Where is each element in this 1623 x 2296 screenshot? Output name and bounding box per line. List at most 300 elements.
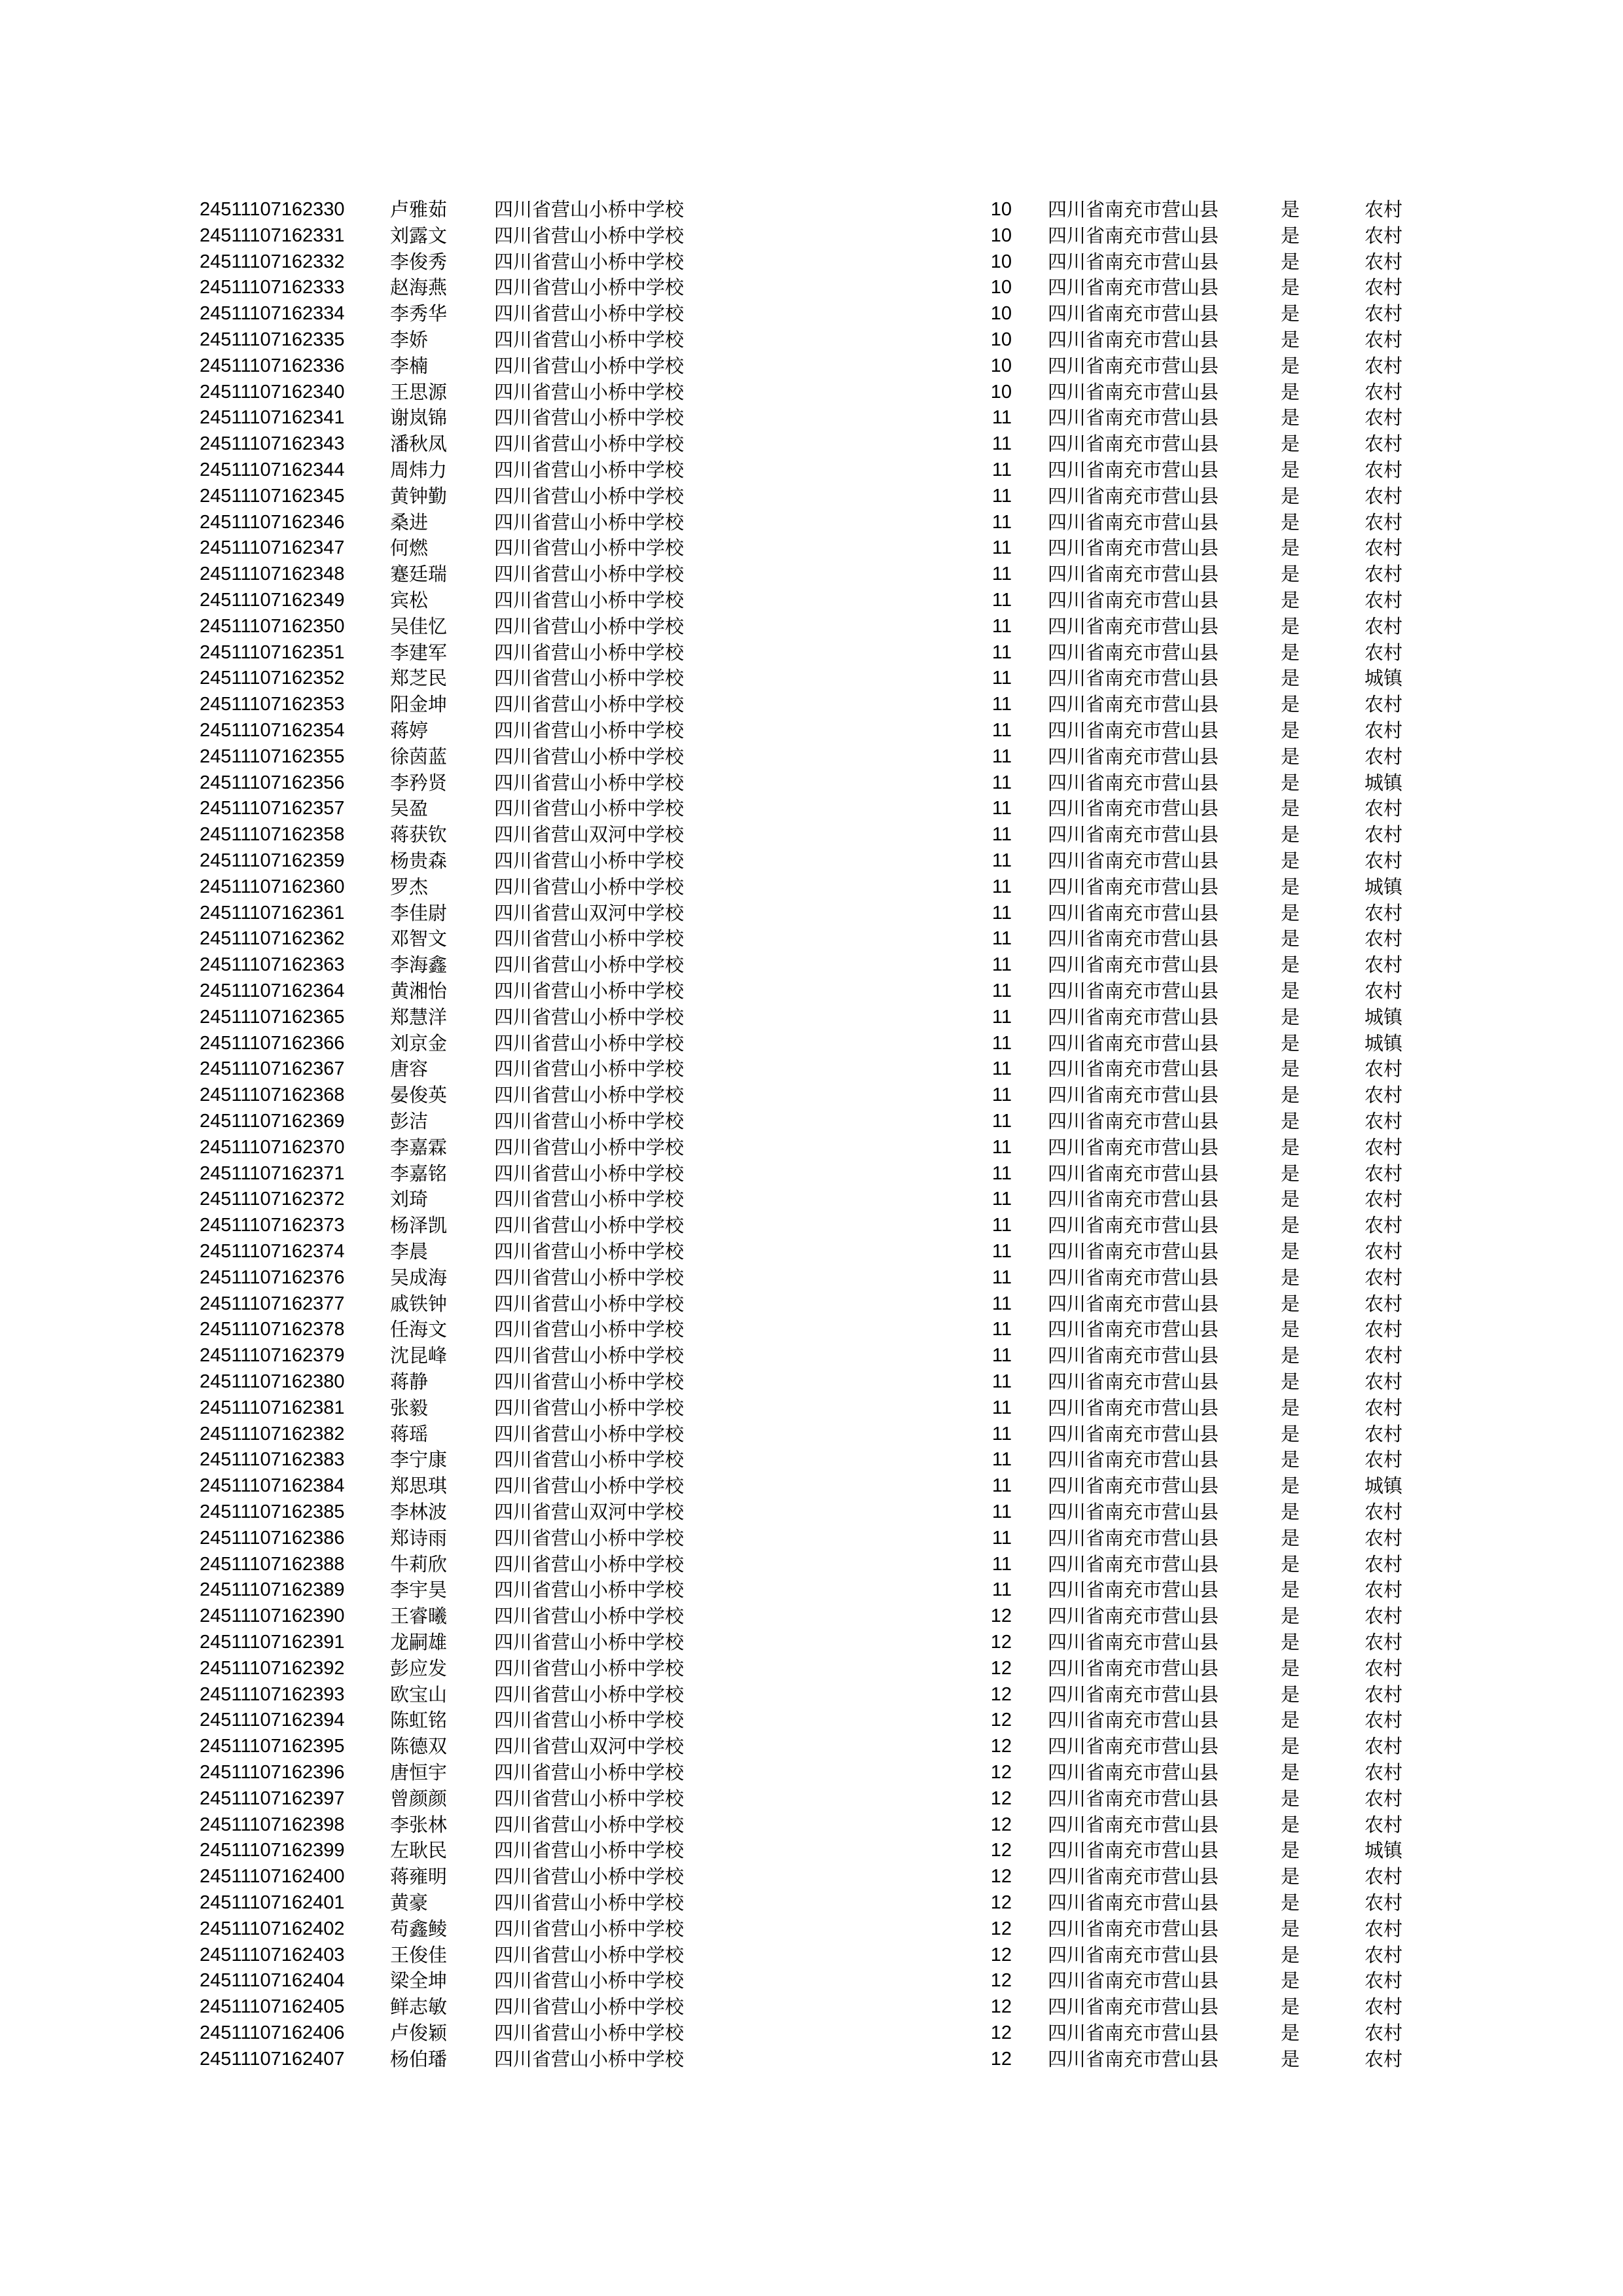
school-cell: 四川省营山小桥中学校 [494,771,685,794]
region-cell: 四川省南充市营山县 [1048,224,1219,247]
student-name-cell: 阳金坤 [390,693,448,716]
student-name-cell: 沈昆峰 [390,1344,448,1367]
student-name-cell: 梁全坤 [390,1969,448,1992]
student-name-cell: 郑思琪 [390,1475,448,1498]
table-row [0,1785,1623,1812]
student-id-cell: 24511107162358 [200,824,345,846]
residence-type-cell: 农村 [1364,2022,1403,2044]
table-row [0,1395,1623,1421]
flag-cell: 是 [1281,927,1300,950]
region-cell: 四川省南充市营山县 [1048,1917,1219,1940]
region-cell: 四川省南充市营山县 [1048,1579,1219,1602]
student-id-cell: 24511107162346 [200,511,345,533]
student-name-cell: 邓智文 [390,927,448,950]
flag-cell: 是 [1281,1657,1300,1679]
school-cell: 四川省营山小桥中学校 [494,354,685,377]
table-row [0,2046,1623,2072]
residence-type-cell: 农村 [1364,1526,1403,1549]
student-name-cell: 唐容 [390,1058,429,1081]
student-id-cell: 24511107162393 [200,1683,345,1705]
flag-cell: 是 [1281,1839,1300,1862]
student-id-cell: 24511107162384 [200,1475,345,1497]
flag-cell: 是 [1281,589,1300,611]
flag-cell: 是 [1281,1136,1300,1158]
school-cell: 四川省营山小桥中学校 [494,927,685,950]
student-id-cell: 24511107162402 [200,1918,345,1939]
student-name-cell: 周炜力 [390,459,448,481]
flag-cell: 是 [1281,875,1300,898]
table-row [0,561,1623,587]
school-cell: 四川省营山小桥中学校 [494,1448,685,1471]
school-cell: 四川省营山小桥中学校 [494,1917,685,1940]
flag-cell: 是 [1281,771,1300,794]
residence-type-cell: 农村 [1364,537,1403,560]
table-row [0,1499,1623,1525]
school-cell: 四川省营山小桥中学校 [494,1657,685,1679]
flag-cell: 是 [1281,1552,1300,1575]
student-id-cell: 24511107162370 [200,1136,345,1158]
student-id-cell: 24511107162395 [200,1736,345,1757]
student-name-cell: 王俊佳 [390,1943,448,1966]
grade-cell: 11 [991,1319,1012,1340]
region-cell: 四川省南充市营山县 [1048,1552,1219,1575]
grade-cell: 10 [990,355,1012,376]
student-name-cell: 陈德双 [390,1735,448,1758]
residence-type-cell: 农村 [1364,1917,1403,1940]
student-id-cell: 24511107162360 [200,876,345,897]
residence-type-cell: 农村 [1364,1579,1403,1602]
student-name-cell: 任海文 [390,1318,448,1341]
residence-type-cell: 农村 [1364,1448,1403,1471]
residence-type-cell: 农村 [1364,1605,1403,1628]
flag-cell: 是 [1281,1735,1300,1758]
flag-cell: 是 [1281,850,1300,872]
residence-type-cell: 农村 [1364,1735,1403,1758]
student-name-cell: 徐茵蓝 [390,745,448,768]
table-row [0,1291,1623,1317]
student-id-cell: 24511107162403 [200,1944,345,1965]
table-row [0,795,1623,821]
student-id-cell: 24511107162366 [200,1032,345,1054]
grade-cell: 11 [991,1579,1012,1601]
region-cell: 四川省南充市营山县 [1048,354,1219,377]
grade-cell: 11 [991,564,1012,585]
school-cell: 四川省营山小桥中学校 [494,1605,685,1628]
region-cell: 四川省南充市营山县 [1048,433,1219,456]
school-cell: 四川省营山小桥中学校 [494,1683,685,1706]
grade-cell: 10 [990,303,1012,325]
student-id-cell: 24511107162367 [200,1058,345,1080]
residence-type-cell: 农村 [1364,615,1403,637]
table-row [0,1421,1623,1447]
school-cell: 四川省营山小桥中学校 [494,380,685,403]
residence-type-cell: 农村 [1364,302,1403,325]
region-cell: 四川省南充市营山县 [1048,1031,1219,1054]
table-row [0,483,1623,509]
student-name-cell: 黄豪 [390,1892,429,1914]
region-cell: 四川省南充市营山县 [1048,823,1219,846]
student-id-cell: 24511107162407 [200,2048,345,2070]
region-cell: 四川省南充市营山县 [1048,875,1219,898]
residence-type-cell: 农村 [1364,1371,1403,1393]
student-id-cell: 24511107162335 [200,329,345,350]
table-row [0,2020,1623,2046]
student-id-cell: 24511107162377 [200,1293,345,1314]
school-cell: 四川省营山小桥中学校 [494,1813,685,1836]
student-name-cell: 蹇廷瑞 [390,563,448,586]
region-cell: 四川省南充市营山县 [1048,980,1219,1002]
flag-cell: 是 [1281,537,1300,560]
grade-cell: 12 [990,1840,1012,1861]
student-id-cell: 24511107162381 [200,1397,345,1418]
region-cell: 四川省南充市营山县 [1048,1188,1219,1211]
school-cell: 四川省营山小桥中学校 [494,1084,685,1107]
table-row [0,509,1623,535]
flag-cell: 是 [1281,1709,1300,1732]
school-cell: 四川省营山双河中学校 [494,823,685,846]
student-name-cell: 罗杰 [390,875,429,898]
residence-type-cell: 农村 [1364,224,1403,247]
school-cell: 四川省营山小桥中学校 [494,276,685,299]
school-cell: 四川省营山小桥中学校 [494,2022,685,2044]
student-id-cell: 24511107162372 [200,1189,345,1210]
flag-cell: 是 [1281,1058,1300,1081]
grade-cell: 12 [990,1683,1012,1705]
residence-type-cell: 农村 [1364,1865,1403,1888]
region-cell: 四川省南充市营山县 [1048,1318,1219,1341]
student-id-cell: 24511107162365 [200,1006,345,1028]
student-name-cell: 刘露文 [390,224,448,247]
student-id-cell: 24511107162368 [200,1085,345,1106]
student-name-cell: 蒋雍明 [390,1865,448,1888]
flag-cell: 是 [1281,901,1300,924]
region-cell: 四川省南充市营山县 [1048,1605,1219,1628]
grade-cell: 10 [990,277,1012,298]
student-id-cell: 24511107162390 [200,1605,345,1627]
table-row [0,1446,1623,1473]
student-name-cell: 牛莉欣 [390,1552,448,1575]
table-row [0,952,1623,978]
flag-cell: 是 [1281,1813,1300,1836]
grade-cell: 11 [991,1475,1012,1497]
region-cell: 四川省南充市营山县 [1048,380,1219,403]
region-cell: 四川省南充市营山县 [1048,1214,1219,1237]
region-cell: 四川省南充市营山县 [1048,563,1219,586]
region-cell: 四川省南充市营山县 [1048,1005,1219,1028]
student-name-cell: 郑慧洋 [390,1005,448,1028]
flag-cell: 是 [1281,1162,1300,1185]
residence-type-cell: 农村 [1364,1943,1403,1966]
student-id-cell: 24511107162379 [200,1345,345,1367]
residence-type-cell: 农村 [1364,406,1403,429]
school-cell: 四川省营山小桥中学校 [494,1058,685,1081]
school-cell: 四川省营山小桥中学校 [494,1371,685,1393]
region-cell: 四川省南充市营山县 [1048,250,1219,273]
student-name-cell: 郑芝民 [390,667,448,690]
table-row [0,978,1623,1004]
school-cell: 四川省营山小桥中学校 [494,1240,685,1263]
grade-cell: 11 [991,1058,1012,1080]
table-row [0,1759,1623,1785]
school-cell: 四川省营山双河中学校 [494,901,685,924]
school-cell: 四川省营山小桥中学校 [494,1839,685,1862]
residence-type-cell: 农村 [1364,641,1403,664]
student-id-cell: 24511107162352 [200,668,345,689]
flag-cell: 是 [1281,1996,1300,2018]
table-row [0,1186,1623,1212]
table-row [0,587,1623,613]
flag-cell: 是 [1281,511,1300,533]
school-cell: 四川省营山小桥中学校 [494,224,685,247]
flag-cell: 是 [1281,1501,1300,1523]
student-name-cell: 陈虹铭 [390,1709,448,1732]
grade-cell: 11 [991,902,1012,924]
table-row [0,1265,1623,1291]
residence-type-cell: 农村 [1364,511,1403,533]
table-row [0,1733,1623,1759]
student-id-cell: 24511107162401 [200,1892,345,1913]
student-id-cell: 24511107162351 [200,641,345,663]
flag-cell: 是 [1281,1475,1300,1498]
grade-cell: 11 [991,407,1012,429]
flag-cell: 是 [1281,329,1300,351]
table-row [0,770,1623,796]
region-cell: 四川省南充市营山县 [1048,484,1219,507]
table-row [0,300,1623,327]
school-cell: 四川省营山小桥中学校 [494,329,685,351]
flag-cell: 是 [1281,2022,1300,2044]
grade-cell: 11 [991,1553,1012,1575]
school-cell: 四川省营山小桥中学校 [494,641,685,664]
student-name-cell: 蒋获钦 [390,823,448,846]
residence-type-cell: 农村 [1364,1110,1403,1132]
region-cell: 四川省南充市营山县 [1048,1526,1219,1549]
grade-cell: 12 [990,1632,1012,1653]
residence-type-cell: 城镇 [1364,771,1403,794]
grade-cell: 11 [991,1371,1012,1392]
residence-type-cell: 农村 [1364,693,1403,716]
grade-cell: 11 [991,1241,1012,1262]
flag-cell: 是 [1281,1005,1300,1028]
student-name-cell: 李楠 [390,354,429,377]
residence-type-cell: 农村 [1364,433,1403,456]
residence-type-cell: 农村 [1364,1892,1403,1914]
region-cell: 四川省南充市营山县 [1048,1839,1219,1862]
flag-cell: 是 [1281,1110,1300,1132]
grade-cell: 11 [991,876,1012,897]
grade-cell: 11 [991,1136,1012,1158]
flag-cell: 是 [1281,1448,1300,1471]
school-cell: 四川省营山小桥中学校 [494,693,685,716]
student-name-cell: 李宁康 [390,1448,448,1471]
school-cell: 四川省营山小桥中学校 [494,250,685,273]
region-cell: 四川省南充市营山县 [1048,1136,1219,1158]
student-id-cell: 24511107162388 [200,1553,345,1575]
grade-cell: 12 [990,1710,1012,1731]
residence-type-cell: 城镇 [1364,1031,1403,1054]
flag-cell: 是 [1281,1318,1300,1341]
table-row [0,874,1623,900]
residence-type-cell: 农村 [1364,1266,1403,1289]
residence-type-cell: 农村 [1364,901,1403,924]
student-name-cell: 赵海燕 [390,276,448,299]
school-cell: 四川省营山双河中学校 [494,1735,685,1758]
grade-cell: 11 [991,1006,1012,1028]
flag-cell: 是 [1281,302,1300,325]
residence-type-cell: 农村 [1364,1214,1403,1237]
flag-cell: 是 [1281,1188,1300,1211]
flag-cell: 是 [1281,2047,1300,2070]
student-name-cell: 龙嗣雄 [390,1631,448,1653]
residence-type-cell: 农村 [1364,563,1403,586]
region-cell: 四川省南充市营山县 [1048,927,1219,950]
region-cell: 四川省南充市营山县 [1048,901,1219,924]
grade-cell: 10 [990,199,1012,220]
residence-type-cell: 城镇 [1364,1839,1403,1862]
residence-type-cell: 农村 [1364,1058,1403,1081]
residence-type-cell: 农村 [1364,745,1403,768]
residence-type-cell: 农村 [1364,1318,1403,1341]
table-row [0,821,1623,848]
region-cell: 四川省南充市营山县 [1048,1501,1219,1523]
school-cell: 四川省营山小桥中学校 [494,1162,685,1185]
table-row [0,1004,1623,1030]
flag-cell: 是 [1281,615,1300,637]
table-row [0,925,1623,952]
table-row [0,1525,1623,1551]
table-row [0,848,1623,874]
school-cell: 四川省营山小桥中学校 [494,1892,685,1914]
school-cell: 四川省营山小桥中学校 [494,615,685,637]
student-id-cell: 24511107162391 [200,1632,345,1653]
region-cell: 四川省南充市营山县 [1048,1813,1219,1836]
residence-type-cell: 农村 [1364,1969,1403,1992]
region-cell: 四川省南充市营山县 [1048,329,1219,351]
residence-type-cell: 农村 [1364,589,1403,611]
flag-cell: 是 [1281,1371,1300,1393]
table-row [0,1082,1623,1108]
school-cell: 四川省营山小桥中学校 [494,1214,685,1237]
flag-cell: 是 [1281,797,1300,820]
region-cell: 四川省南充市营山县 [1048,198,1219,221]
grade-cell: 12 [990,2048,1012,2070]
region-cell: 四川省南充市营山县 [1048,1344,1219,1367]
table-row [0,1837,1623,1863]
table-row [0,665,1623,691]
student-name-cell: 吴佳忆 [390,615,448,637]
student-name-cell: 曾颜颜 [390,1787,448,1810]
grade-cell: 11 [991,459,1012,480]
student-name-cell: 彭应发 [390,1657,448,1679]
region-cell: 四川省南充市营山县 [1048,1240,1219,1263]
flag-cell: 是 [1281,1292,1300,1315]
school-cell: 四川省营山小桥中学校 [494,2047,685,2070]
table-row [0,431,1623,457]
grade-cell: 10 [990,251,1012,272]
flag-cell: 是 [1281,354,1300,377]
student-name-cell: 李矜贤 [390,771,448,794]
student-id-cell: 24511107162340 [200,381,345,403]
student-id-cell: 24511107162386 [200,1527,345,1549]
table-row [0,900,1623,926]
school-cell: 四川省营山小桥中学校 [494,563,685,586]
flag-cell: 是 [1281,1526,1300,1549]
region-cell: 四川省南充市营山县 [1048,745,1219,768]
residence-type-cell: 农村 [1364,1683,1403,1706]
grade-cell: 11 [991,928,1012,950]
flag-cell: 是 [1281,484,1300,507]
grade-cell: 10 [990,329,1012,350]
grade-cell: 12 [990,1970,1012,1992]
student-id-cell: 24511107162334 [200,303,345,325]
school-cell: 四川省营山小桥中学校 [494,1996,685,2018]
residence-type-cell: 农村 [1364,2047,1403,2070]
flag-cell: 是 [1281,1396,1300,1419]
region-cell: 四川省南充市营山县 [1048,1292,1219,1315]
table-row [0,1890,1623,1916]
table-row [0,223,1623,249]
region-cell: 四川省南充市营山县 [1048,641,1219,664]
residence-type-cell: 农村 [1364,1761,1403,1784]
table-row [0,1369,1623,1395]
table-row [0,1134,1623,1160]
flag-cell: 是 [1281,1892,1300,1914]
grade-cell: 11 [991,954,1012,976]
student-id-cell: 24511107162405 [200,1996,345,2018]
student-name-cell: 李嘉霖 [390,1136,448,1158]
region-cell: 四川省南充市营山县 [1048,302,1219,325]
student-name-cell: 卢雅茹 [390,198,448,221]
residence-type-cell: 农村 [1364,1787,1403,1810]
student-name-cell: 桑进 [390,511,429,533]
flag-cell: 是 [1281,198,1300,221]
student-id-cell: 24511107162345 [200,485,345,507]
residence-type-cell: 农村 [1364,719,1403,742]
student-id-cell: 24511107162347 [200,537,345,559]
grade-cell: 11 [991,1293,1012,1314]
school-cell: 四川省营山小桥中学校 [494,1344,685,1367]
residence-type-cell: 农村 [1364,198,1403,221]
student-id-cell: 24511107162331 [200,224,345,246]
school-cell: 四川省营山小桥中学校 [494,1787,685,1810]
grade-cell: 12 [990,2022,1012,2043]
student-name-cell: 卢俊颖 [390,2022,448,2044]
flag-cell: 是 [1281,433,1300,456]
table-row [0,1342,1623,1369]
residence-type-cell: 农村 [1364,1422,1403,1445]
residence-type-cell: 农村 [1364,1657,1403,1679]
flag-cell: 是 [1281,1240,1300,1263]
school-cell: 四川省营山小桥中学校 [494,1292,685,1315]
table-row [0,1030,1623,1056]
region-cell: 四川省南充市营山县 [1048,1371,1219,1393]
residence-type-cell: 农村 [1364,1162,1403,1185]
region-cell: 四川省南充市营山县 [1048,1266,1219,1289]
grade-cell: 11 [991,1266,1012,1288]
residence-type-cell: 农村 [1364,1631,1403,1653]
table-row [0,353,1623,379]
table-row [0,249,1623,275]
region-cell: 四川省南充市营山县 [1048,1865,1219,1888]
student-id-cell: 24511107162364 [200,980,345,1001]
school-cell: 四川省营山小桥中学校 [494,302,685,325]
region-cell: 四川省南充市营山县 [1048,1996,1219,2018]
student-id-cell: 24511107162374 [200,1241,345,1262]
student-name-cell: 苟鑫鲮 [390,1917,448,1940]
flag-cell: 是 [1281,667,1300,690]
residence-type-cell: 城镇 [1364,875,1403,898]
student-name-cell: 欧宝山 [390,1683,448,1706]
